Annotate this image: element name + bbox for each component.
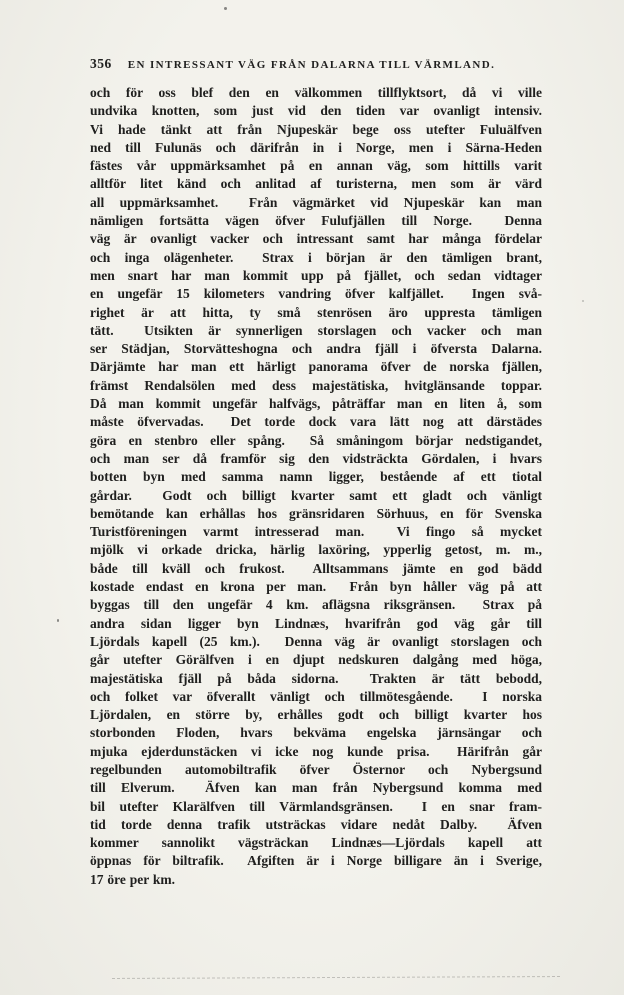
text-line: majestätiska fjäll på båda sidorna. Trakten är tätt bebodd, [90,670,542,686]
text-line: både till kväll och frukost. Alltsammans jämte en god bädd [90,560,542,576]
text-line: righet är att hitta, ty små stenrösen äro uppresta tämligen [90,304,542,320]
text-line: kommer sannolikt vägsträckan Lindnæs—Ljördals kapell att [90,835,542,851]
text-line: all uppmärksamhet. Från vägmärket vid Njupeskär kan man [90,194,542,210]
running-title: EN INTRESSANT VÄG FRÅN DALARNA TILL VÄRMLAND. [127,59,496,71]
text-line: alltför litet känd och anlitad af turisterna, men som är värd [90,176,542,192]
text-line: och folket var öfverallt vänligt och tillmötesgående. I norska [90,688,542,704]
text-line: Då man kommit ungefär halfvägs, påträffar man en liten å, som [90,396,542,412]
text-line: till Elverum. Äfven kan man från Nybergsund komma med [90,780,542,796]
text-line: Turistföreningen varmt intresserad man. Vi fingo så mycket [90,524,542,540]
text-line: regelbunden automobiltrafik öfver Östernor och Nybergsund [90,761,542,777]
text-line: Vi hade tänkt att från Njupeskär bege oss utefter Fuluälfven [90,121,542,137]
text-line: Därjämte har man ett härligt panorama öfver de norska fjällen, [90,359,542,375]
text-line: nämligen fortsätta vägen öfver Fulufjällen till Norge. Denna [90,213,542,229]
text-line: Ljördalen, en större by, erhålles godt och billigt kvarter hos [90,707,542,723]
text-line: och man ser då framför sig den vidsträckta Gördalen, i hvars [90,450,542,466]
text-line: bemötande kan erhållas hos gränsridaren Sörhuus, en för Svenska [90,505,542,521]
text-line: väg är ovanligt vacker och intressant samt har många fördelar [90,231,542,247]
body-text [90,84,542,889]
running-header [90,56,542,72]
scan-speck [224,7,227,10]
text-line: tätt. Utsikten är synnerligen storslagen och vacker och man [90,322,542,338]
text-line: men snart har man kommit upp på fjället, och sedan vidtager [90,267,542,283]
text-line: storbonden Floden, hvars bekväma engelska järnsängar och [90,725,542,741]
text-line: bil utefter Klarälfven till Värmlandsgränsen. I en snar fram- [90,798,542,814]
text-block [90,56,542,889]
text-line: och för oss blef den en välkommen tillflyktsort, då vi ville [90,85,542,100]
text-line: fästes vår uppmärksamhet på en annan väg, som hittills varit [90,158,542,174]
text-line: kostade endast en krona per man. Från byn håller väg på att [90,579,542,595]
scan-artifact-line [112,976,560,979]
text-line: botten byn med samma namn ligger, bestående af ett tiotal [90,469,542,485]
text-line: mjölk vi orkade dricka, härlig laxöring, ypperlig getost, m. m., [90,542,542,558]
text-line: Ljördals kapell (25 km.). Denna väg är ovanligt storslagen och [90,633,542,649]
scan-speck [57,619,59,622]
text-line: andra sidan ligger byn Lindnæs, hvarifrån god väg går till [90,615,542,631]
text-line: går utefter Görälfven i en djupt nedskuren dalgång med höga, [90,652,542,668]
text-line: öppnas för biltrafik. Afgiften är i Norge billigare än i Sverige, [90,853,542,869]
text-line: gårdar. Godt och billigt kvarter samt ett gladt och vänligt [90,487,542,503]
text-line: tid torde denna trafik utsträckas vidare nedåt Dalby. Äfven [90,816,542,832]
text-line: ned till Fulunäs och därifrån in i Norge, men i Särna-Heden [90,139,542,155]
text-line: främst Rendalsölen med dess majestätiska, hvitglänsande toppar. [90,377,542,393]
text-line: en ungefär 15 kilometers vandring öfver kalfjället. Ingen svå- [90,286,542,302]
text-line: göra en stenbro eller spång. Så småningom börjar nedstigandet, [90,432,542,448]
text-line: mjuka ejderdunstäcken vi icke nog kunde prisa. Härifrån går [90,743,542,759]
text-line: undvika knotten, som just vid den tiden var ovanligt intensiv. [90,103,542,119]
page-number: 356 [90,56,112,71]
text-line: och inga olägenheter. Strax i början är den tämligen brant, [90,249,542,265]
text-line: måste öfvervadas. Det torde dock vara lätt nog att därstädes [90,414,542,430]
text-line: byggas till den ungefär 4 km. aflägsna riksgränsen. Strax på [90,597,542,613]
scan-speck [582,300,584,302]
text-line: 17 öre per km. [90,871,175,887]
text-line: ser Städjan, Storvätteshogna och andra fjäll i öfversta Dalarna. [90,341,542,357]
